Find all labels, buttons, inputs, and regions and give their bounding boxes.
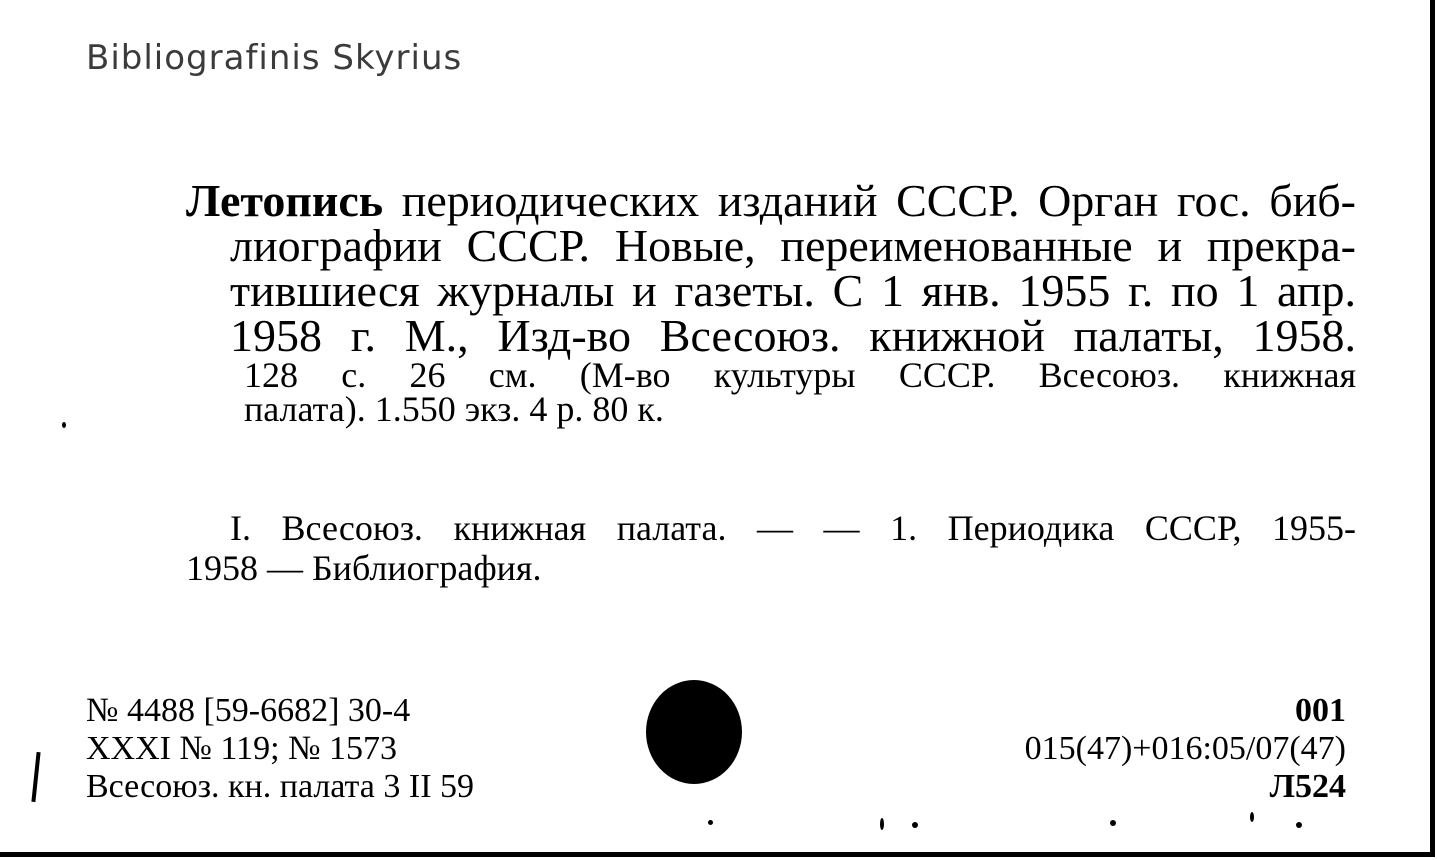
entry-title-text: периодических изданий СССР. Орган гос. биб- — [383, 175, 1356, 226]
bibliographic-entry — [186, 175, 1356, 429]
speck — [708, 820, 713, 825]
tracing-line-2: 1958 — Библиография. — [186, 548, 542, 588]
tracing-section — [186, 508, 1356, 588]
collation-line-1: 128 с. 26 см. (М-во культуры СССР. Всесоюз. книжная — [244, 355, 1356, 395]
entry-line-2: лиографии СССР. Новые, переименованные и прекра- — [230, 220, 1356, 271]
tracing-line-1: I. Всесоюз. книжная палата. — — 1. Периодика СССР, 1955- — [230, 508, 1356, 548]
collation-line-2: палата). 1.550 экз. 4 р. 80 к. — [244, 389, 664, 429]
speck — [912, 822, 918, 828]
classification-info — [1025, 692, 1346, 806]
speck — [1110, 820, 1116, 826]
entry-line-3: тившиеся журналы и газеты. С 1 янв. 1955 г. по 1 апр. — [230, 265, 1356, 316]
library-stamp: Bibliografinis Skyrius — [86, 38, 463, 78]
order-number: № 4488 [59-6682] 30-4 — [86, 692, 411, 729]
margin-mark — [31, 752, 40, 802]
speck — [1250, 812, 1254, 822]
classification-code: 001 — [1295, 692, 1346, 729]
speck — [880, 818, 884, 830]
publisher-date: Всесоюз. кн. палата 3 II 59 — [86, 768, 475, 805]
entry-heading: Летопись — [186, 175, 384, 226]
card-order-info — [86, 692, 474, 806]
entry-line-1 — [186, 175, 1356, 226]
registry-number: XXXI № 119; № 1573 — [86, 730, 398, 767]
punch-hole — [646, 680, 742, 784]
cutter-number: Л524 — [1269, 768, 1346, 805]
speck — [62, 422, 66, 428]
speck — [1296, 822, 1302, 828]
udc-index: 015(47)+016:05/07(47) — [1024, 730, 1346, 767]
entry-imprint-line: 1958 г. М., Изд-во Всесоюз. книжной палаты, 1958. — [230, 310, 1356, 361]
